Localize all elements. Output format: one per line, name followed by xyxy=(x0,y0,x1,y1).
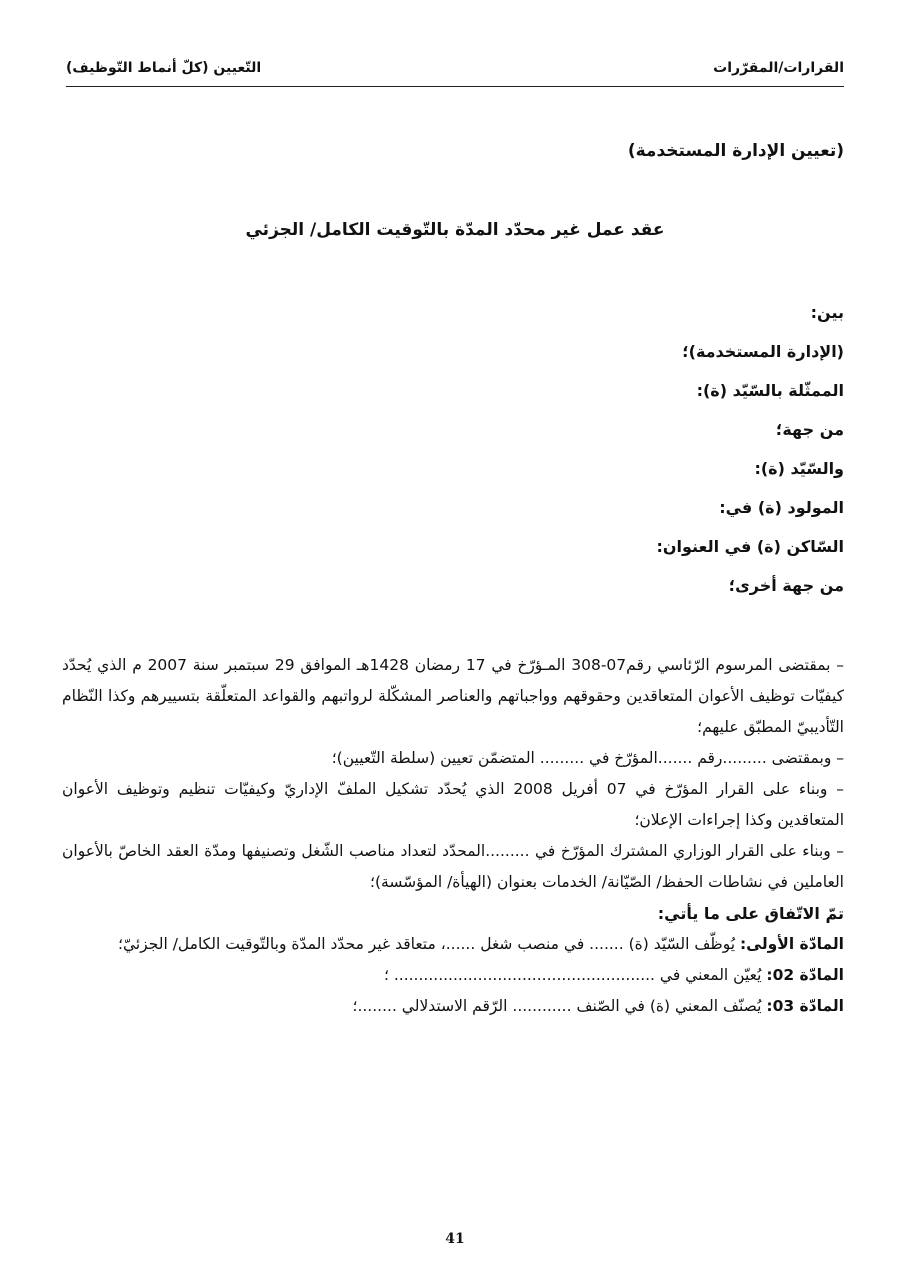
page-number: 41 xyxy=(445,1231,465,1247)
agreement-heading: تمّ الاتّفاق على ما يأتي: xyxy=(657,904,844,923)
party-line: الممثّلة بالسّيّد (ة): xyxy=(696,381,844,400)
page-header xyxy=(66,56,844,87)
contract-parties xyxy=(344,300,844,612)
employer-heading: (تعيين الإدارة المستخدمة) xyxy=(627,141,844,161)
party-line: بين: xyxy=(810,303,844,322)
contract-body xyxy=(62,650,844,1022)
article-line xyxy=(62,991,844,1022)
contract-title: عقد عمل غير محدّد المدّة بالتّوقيت الكامل/ الجزئي xyxy=(245,220,665,240)
article-label: المادّة 03: xyxy=(766,997,844,1015)
article-label: المادّة الأولى: xyxy=(739,935,844,953)
party-line: والسّيّد (ة): xyxy=(754,459,844,478)
article-text: يُعيّن المعني في ..................................................... ؛ xyxy=(384,966,767,984)
preamble-paragraph: – وبناء على القرار الوزاري المشترك المؤرّخ في .........المحدّد لتعداد مناصب الشّغل وتصنيفها ومدّة العقد الخاصّ بالأعوان العاملين في نشاطات الحفظ/ الصّيّانة/ الخدمات بعنوان (الهيأة/ المؤسّسة)؛ xyxy=(62,842,844,891)
party-line: (الإدارة المستخدمة)؛ xyxy=(682,342,844,361)
party-line: من جهة أخرى؛ xyxy=(728,576,844,595)
party-line: المولود (ة) في: xyxy=(719,498,844,517)
article-text: يُوظّف السّيّد (ة) ....... في منصب شغل ......، متعاقد غير محدّد المدّة وبالتّوقيت الكامل/ الجزئيّ؛ xyxy=(118,935,740,953)
header-chapter-title: التّعيين (كلّ أنماط التّوظيف) xyxy=(66,60,262,76)
preamble-paragraph: – وبناء على القرار المؤرّخ في 07 أفريل 2008 الذي يُحدّد تشكيل الملفّ الإداريّ وكيفيّات تنظيم وتوظيف الأعوان المتعاقدين وكذا إجراءات الإعلان؛ xyxy=(62,780,844,829)
preamble-paragraph: – بمقتضى المرسوم الرّئاسي رقم07-308 المـؤرّخ في 17 رمضان 1428هـ الموافق 29 سبتمبر سنة 2007 م الذي يُحدّد كيفيّات توظيف الأعوان المتعاقدين وحقوقهم وواجباتهم والعناصر المشكّلة لرواتبهم والقواعد المتعلّقة بتسييرهم وكذا النّظام التّأديبيّ المطبّق عليهم؛ xyxy=(62,656,844,736)
header-section-title: القرارات/المقرّرات xyxy=(713,60,844,76)
preamble-paragraph: – وبمقتضى .........رقم .......المؤرّخ في ......... المتضمّن تعيين (سلطة التّعيين)؛ xyxy=(331,749,844,767)
article-line xyxy=(62,960,844,991)
article-text: يُصنّف المعني (ة) في الصّنف ............ الرّقم الاستدلالي ........؛ xyxy=(352,997,767,1015)
party-line: السّاكن (ة) في العنوان: xyxy=(656,537,844,556)
article-label: المادّة 02: xyxy=(766,966,844,984)
article-line xyxy=(62,929,844,960)
party-line: من جهة؛ xyxy=(775,420,844,439)
